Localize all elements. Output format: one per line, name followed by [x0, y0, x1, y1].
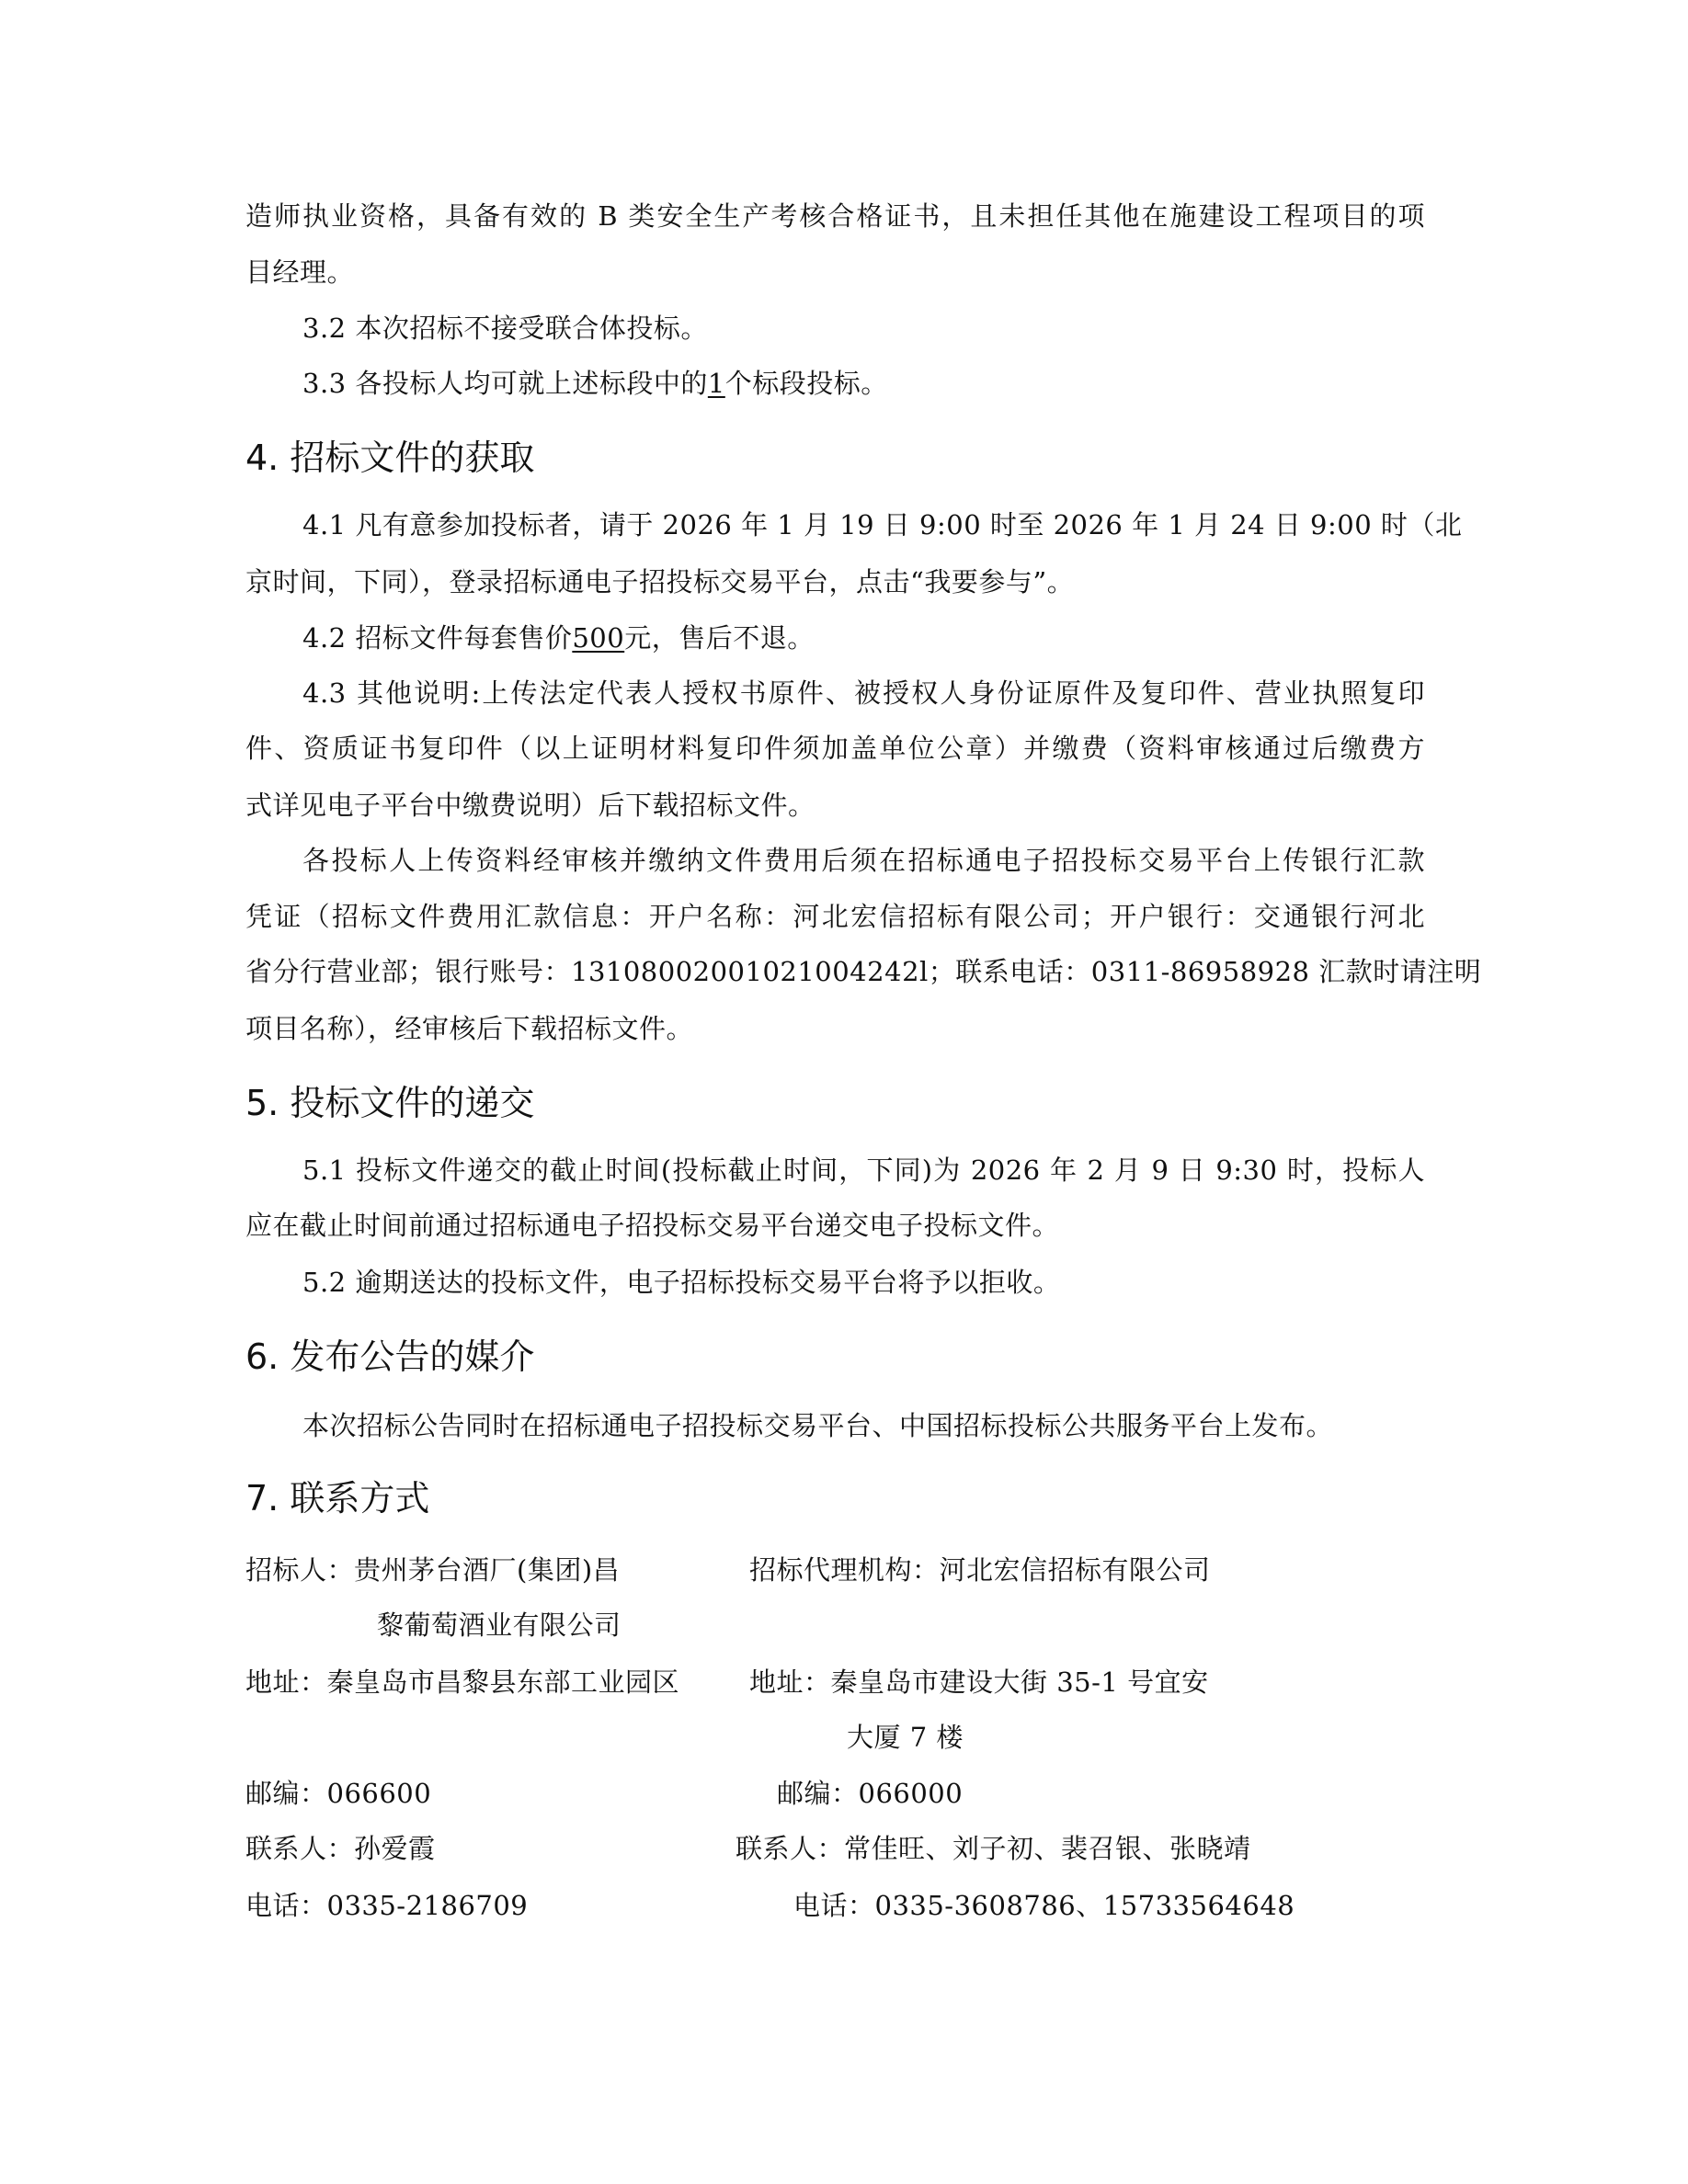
paragraph-4-2-pre: 4.2 招标文件每套售价 [302, 622, 573, 654]
paragraph-5-1-line1: 5.1 投标文件递交的截止时间(投标截止时间，下同)为 2026 年 2 月 9 日 9:30 时，投标人 [302, 1155, 1425, 1186]
paragraph-4-1-line2: 京时间，下同），登录招标通电子招投标交易平台，点击“我要参与”。 [245, 566, 1075, 597]
document-price: 500 [572, 622, 625, 654]
paragraph-4-2 [302, 620, 815, 656]
paragraph-4-4-line4: 项目名称），经审核后下载招标文件。 [245, 1013, 694, 1044]
section3-continuation-line1: 造师执业资格，具备有效的 B 类安全生产考核合格证书，且未担任其他在施建设工程项目的项 [245, 200, 1425, 232]
agency-contact-persons: 联系人：常佳旺、刘子初、裴召银、张晓靖 [736, 1833, 1251, 1864]
agency-address-line1: 地址：秦皇岛市建设大街 35-1 号宜安 [749, 1666, 1209, 1698]
agency-name: 招标代理机构：河北宏信招标有限公司 [749, 1554, 1211, 1586]
tenderer-name-line1: 招标人：贵州茅台酒厂(集团)昌 [245, 1554, 621, 1586]
paragraph-4-2-post: 元，售后不退。 [624, 622, 815, 654]
tenderer-address: 地址：秦皇岛市昌黎县东部工业园区 [245, 1666, 680, 1698]
heading-section-4: 4. 招标文件的获取 [245, 438, 535, 478]
paragraph-6: 本次招标公告同时在招标通电子招投标交易平台、中国招标投标公共服务平台上发布。 [302, 1410, 1334, 1441]
heading-section-6: 6. 发布公告的媒介 [245, 1337, 535, 1377]
agency-phone: 电话：0335-3608786、15733564648 [793, 1890, 1295, 1921]
paragraph-4-4-line3: 省分行营业部；银行账号：13108002001021004242l；联系电话：0311-86958928 汇款时请注明 [245, 956, 1482, 987]
tenderer-contact-person: 联系人：孙爱霞 [245, 1833, 436, 1864]
tenderer-name-line2: 黎葡萄酒业有限公司 [377, 1610, 622, 1641]
heading-section-7: 7. 联系方式 [245, 1478, 430, 1519]
paragraph-4-3-line2: 件、资质证书复印件（以上证明材料复印件须加盖单位公章）并缴费（资料审核通过后缴费方 [245, 733, 1425, 764]
paragraph-5-1-line2: 应在截止时间前通过招标通电子招投标交易平台递交电子投标文件。 [245, 1210, 1060, 1241]
lot-count: 1 [707, 368, 725, 399]
paragraph-4-1-line1: 4.1 凡有意参加投标者，请于 2026 年 1 月 19 日 9:00 时至 2026 年 1 月 24 日 9:00 时（北 [302, 509, 1463, 540]
paragraph-4-3-line1: 4.3 其他说明:上传法定代表人授权书原件、被授权人身份证原件及复印件、营业执照复印 [302, 677, 1425, 709]
paragraph-4-3-line3: 式详见电子平台中缴费说明）后下载招标文件。 [245, 790, 815, 821]
paragraph-4-4-line1: 各投标人上传资料经审核并缴纳文件费用后须在招标通电子招投标交易平台上传银行汇款 [302, 845, 1425, 876]
agency-postcode: 邮编：066000 [777, 1778, 964, 1809]
heading-section-5: 5. 投标文件的递交 [245, 1083, 535, 1123]
paragraph-4-4-line2: 凭证（招标文件费用汇款信息：开户名称：河北宏信招标有限公司；开户银行：交通银行河北 [245, 901, 1425, 932]
section3-continuation-line2: 目经理。 [245, 256, 355, 288]
paragraph-5-2: 5.2 逾期送达的投标文件，电子招标投标交易平台将予以拒收。 [302, 1267, 1061, 1298]
agency-address-line2: 大厦 7 楼 [847, 1722, 964, 1753]
paragraph-3-2: 3.2 本次招标不接受联合体投标。 [302, 313, 708, 344]
tenderer-phone: 电话：0335-2186709 [245, 1890, 529, 1921]
tenderer-postcode: 邮编：066600 [245, 1778, 432, 1809]
paragraph-3-3-post: 个标段投标。 [724, 368, 888, 399]
paragraph-3-3 [302, 365, 888, 402]
paragraph-3-3-pre: 3.3 各投标人均可就上述标段中的 [302, 368, 708, 399]
